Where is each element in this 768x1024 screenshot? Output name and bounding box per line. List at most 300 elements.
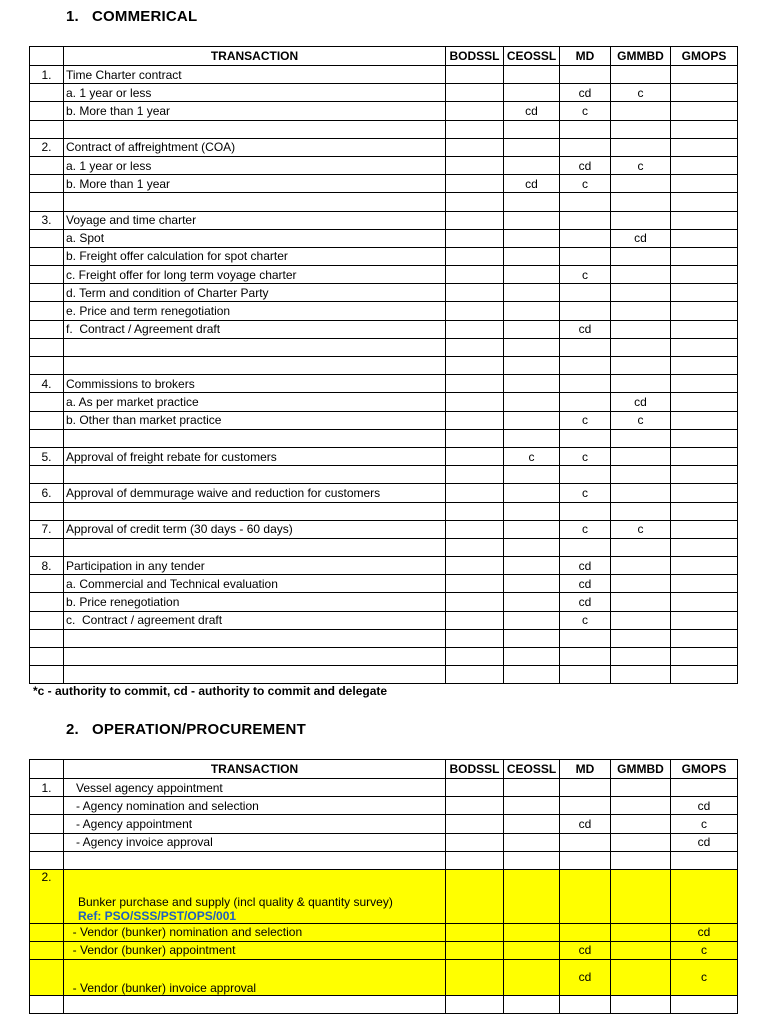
authority-cell (560, 502, 611, 520)
row-number (30, 393, 64, 411)
authority-cell (504, 193, 560, 211)
authority-cell (671, 338, 738, 356)
transaction-text (64, 648, 446, 666)
authority-cell (446, 869, 504, 923)
row-number (30, 833, 64, 851)
table-row-highlighted (30, 959, 738, 995)
authority-cell (611, 247, 671, 265)
table-row (30, 429, 738, 447)
table-row (30, 629, 738, 647)
table-row-highlighted (30, 869, 738, 923)
authority-cell (446, 779, 504, 797)
header-ceossl: CEOSSL (504, 760, 560, 779)
authority-cell (611, 538, 671, 556)
authority-cell (504, 502, 560, 520)
authority-cell (671, 429, 738, 447)
authority-cell (671, 357, 738, 375)
authority-cell (446, 502, 504, 520)
table-row (30, 815, 738, 833)
table-row (30, 393, 738, 411)
row-number (30, 84, 64, 102)
transaction-text: - Vendor (bunker) nomination and selection (64, 923, 446, 941)
authority-cell: cd (671, 797, 738, 815)
transaction-text (64, 629, 446, 647)
authority-cell (446, 120, 504, 138)
header-transaction: TRANSACTION (64, 47, 446, 66)
authority-cell (671, 120, 738, 138)
row-number (30, 229, 64, 247)
authority-cell (504, 66, 560, 84)
transaction-text (64, 120, 446, 138)
table-row (30, 175, 738, 193)
row-number (30, 338, 64, 356)
authority-cell (611, 959, 671, 995)
authority-cell (560, 193, 611, 211)
authority-cell (446, 923, 504, 941)
authority-cell (446, 229, 504, 247)
authority-cell (611, 338, 671, 356)
authority-cell (671, 393, 738, 411)
authority-cell (671, 593, 738, 611)
transaction-text: Approval of demmurage waive and reduction for customers (64, 484, 446, 502)
authority-cell: c (560, 102, 611, 120)
row-number: 1. (30, 779, 64, 797)
authority-cell (446, 447, 504, 465)
authority-cell (504, 851, 560, 869)
authority-cell (446, 484, 504, 502)
authority-cell (504, 629, 560, 647)
authority-cell: c (671, 941, 738, 959)
transaction-text: b. Freight offer calculation for spot charter (64, 247, 446, 265)
authority-cell: c (611, 411, 671, 429)
transaction-text (64, 502, 446, 520)
header-gmops: GMOPS (671, 47, 738, 66)
row-number: 6. (30, 484, 64, 502)
transaction-text (64, 851, 446, 869)
authority-cell (611, 869, 671, 923)
authority-cell (611, 833, 671, 851)
authority-cell (611, 611, 671, 629)
transaction-text: b. More than 1 year (64, 175, 446, 193)
authority-cell (504, 375, 560, 393)
authority-cell (671, 84, 738, 102)
authority-cell (504, 593, 560, 611)
authority-cell (504, 429, 560, 447)
table-header-row (30, 47, 738, 66)
authority-cell (446, 193, 504, 211)
authority-cell (611, 575, 671, 593)
transaction-text: d. Term and condition of Charter Party (64, 284, 446, 302)
transaction-text: f. Contract / Agreement draft (64, 320, 446, 338)
authority-cell (611, 648, 671, 666)
row-number (30, 120, 64, 138)
authority-cell (446, 175, 504, 193)
authority-cell (560, 66, 611, 84)
authority-cell (611, 102, 671, 120)
authority-cell (446, 557, 504, 575)
authority-cell (560, 629, 611, 647)
authority-cell (671, 411, 738, 429)
authority-cell (560, 120, 611, 138)
section-1-title (66, 8, 197, 25)
authority-cell (560, 466, 611, 484)
header-num (30, 760, 64, 779)
header-gmmbd: GMMBD (611, 47, 671, 66)
authority-cell (446, 648, 504, 666)
header-transaction: TRANSACTION (64, 760, 446, 779)
transaction-text: Voyage and time charter (64, 211, 446, 229)
table-row (30, 557, 738, 575)
authority-cell (560, 833, 611, 851)
authority-cell (560, 869, 611, 923)
authority-cell (611, 375, 671, 393)
table-row (30, 357, 738, 375)
authority-cell (611, 193, 671, 211)
authority-cell (671, 138, 738, 156)
authority-cell (611, 815, 671, 833)
table-row (30, 156, 738, 174)
authority-cell (671, 466, 738, 484)
footnote: *c - authority to commit, cd - authority to commit and delegate (33, 684, 388, 698)
section-1-title-text: COMMERICAL (92, 8, 198, 25)
transaction-text: b. Other than market practice (64, 411, 446, 429)
transaction-text: b. More than 1 year (64, 102, 446, 120)
authority-cell (671, 102, 738, 120)
row-number (30, 923, 64, 941)
authority-cell (611, 779, 671, 797)
header-ceossl: CEOSSL (504, 47, 560, 66)
authority-cell (671, 779, 738, 797)
authority-cell (560, 211, 611, 229)
transaction-text (64, 666, 446, 684)
transaction-text (64, 466, 446, 484)
row-number (30, 629, 64, 647)
authority-cell (504, 156, 560, 174)
authority-cell: c (611, 156, 671, 174)
authority-cell (611, 797, 671, 815)
authority-cell (504, 648, 560, 666)
authority-cell (611, 851, 671, 869)
row-number: 3. (30, 211, 64, 229)
table-row (30, 375, 738, 393)
authority-cell (446, 266, 504, 284)
authority-cell (504, 484, 560, 502)
authority-cell (671, 247, 738, 265)
table-row (30, 66, 738, 84)
table-row (30, 193, 738, 211)
authority-cell (560, 851, 611, 869)
authority-cell (446, 375, 504, 393)
authority-cell (504, 941, 560, 959)
authority-cell (560, 538, 611, 556)
transaction-text (64, 357, 446, 375)
transaction-text (64, 193, 446, 211)
authority-cell (611, 466, 671, 484)
transaction-text: Commissions to brokers (64, 375, 446, 393)
transaction-text: Approval of freight rebate for customers (64, 447, 446, 465)
authority-cell (611, 211, 671, 229)
authority-cell (560, 923, 611, 941)
row-number (30, 797, 64, 815)
authority-cell (504, 869, 560, 923)
authority-cell (504, 266, 560, 284)
empty-cell (671, 995, 738, 1013)
authority-cell (611, 357, 671, 375)
authority-cell (560, 357, 611, 375)
authority-cell (446, 302, 504, 320)
empty-cell (64, 995, 446, 1013)
authority-cell (446, 338, 504, 356)
transaction-text: - Vendor (bunker) invoice approval (64, 959, 446, 995)
authority-cell (504, 557, 560, 575)
authority-cell (671, 302, 738, 320)
authority-cell (611, 502, 671, 520)
authority-cell: c (611, 520, 671, 538)
authority-cell: cd (671, 833, 738, 851)
header-bodssl: BODSSL (446, 760, 504, 779)
authority-cell: cd (560, 593, 611, 611)
table-row (30, 447, 738, 465)
transaction-text (64, 538, 446, 556)
row-number (30, 102, 64, 120)
authority-cell (504, 959, 560, 995)
transaction-text: c. Contract / agreement draft (64, 611, 446, 629)
authority-cell: cd (560, 557, 611, 575)
authority-cell: c (671, 959, 738, 995)
reference-code: Ref: PSO/SSS/PST/OPS/001 (78, 908, 237, 923)
authority-cell: cd (560, 815, 611, 833)
transaction-text: a. Commercial and Technical evaluation (64, 575, 446, 593)
authority-cell: cd (560, 84, 611, 102)
authority-cell (446, 797, 504, 815)
authority-cell (504, 815, 560, 833)
authority-cell (560, 138, 611, 156)
table-row (30, 466, 738, 484)
authority-cell (446, 284, 504, 302)
authority-cell (611, 266, 671, 284)
section-2-title-text: OPERATION/PROCUREMENT (92, 721, 306, 738)
authority-cell: cd (560, 156, 611, 174)
authority-cell (560, 375, 611, 393)
authority-cell: c (560, 411, 611, 429)
row-number (30, 575, 64, 593)
authority-cell (504, 923, 560, 941)
authority-cell (446, 84, 504, 102)
table-row (30, 247, 738, 265)
authority-cell (560, 393, 611, 411)
authority-cell (446, 211, 504, 229)
table-row (30, 302, 738, 320)
table-row (30, 284, 738, 302)
authority-cell (671, 869, 738, 923)
authority-cell (671, 229, 738, 247)
row-number: 2. (30, 869, 64, 923)
authority-cell (504, 138, 560, 156)
authority-cell (671, 375, 738, 393)
operation-table (29, 759, 738, 1014)
authority-cell: c (560, 520, 611, 538)
authority-cell (611, 429, 671, 447)
authority-cell (504, 611, 560, 629)
table-row (30, 138, 738, 156)
header-num (30, 47, 64, 66)
section-1-number: 1. (66, 8, 79, 25)
authority-cell (504, 357, 560, 375)
authority-cell (504, 320, 560, 338)
authority-cell: cd (671, 923, 738, 941)
table-row (30, 648, 738, 666)
authority-cell (560, 247, 611, 265)
authority-cell: c (611, 84, 671, 102)
transaction-text: Vessel agency appointment (64, 779, 446, 797)
transaction-text (64, 429, 446, 447)
row-number (30, 156, 64, 174)
row-number (30, 320, 64, 338)
row-number: 8. (30, 557, 64, 575)
transaction-text: Contract of affreightment (COA) (64, 138, 446, 156)
authority-cell (671, 851, 738, 869)
authority-cell: cd (560, 959, 611, 995)
bunker-title: Bunker purchase and supply (incl quality & quantity survey) (78, 894, 393, 909)
empty-cell (560, 995, 611, 1013)
table-row (30, 593, 738, 611)
row-number (30, 247, 64, 265)
table-row (30, 611, 738, 629)
authority-cell (504, 338, 560, 356)
authority-cell: c (560, 447, 611, 465)
empty-cell (446, 995, 504, 1013)
section-2-number: 2. (66, 721, 79, 738)
table-row (30, 484, 738, 502)
table-row (30, 575, 738, 593)
authority-cell (504, 797, 560, 815)
empty-cell (504, 995, 560, 1013)
transaction-text: c. Freight offer for long term voyage charter (64, 266, 446, 284)
table-row (30, 851, 738, 869)
authority-cell: cd (560, 575, 611, 593)
header-md: MD (560, 47, 611, 66)
authority-cell: cd (504, 175, 560, 193)
table-row (30, 266, 738, 284)
authority-cell (446, 666, 504, 684)
header-gmmbd: GMMBD (611, 760, 671, 779)
authority-cell (446, 851, 504, 869)
table-row (30, 211, 738, 229)
authority-cell (504, 779, 560, 797)
authority-cell (446, 941, 504, 959)
table-row (30, 502, 738, 520)
row-number (30, 941, 64, 959)
authority-cell (671, 575, 738, 593)
authority-cell (611, 175, 671, 193)
table-row (30, 666, 738, 684)
empty-cell (30, 995, 64, 1013)
authority-cell (504, 538, 560, 556)
transaction-text: - Agency nomination and selection (64, 797, 446, 815)
authority-cell (611, 447, 671, 465)
authority-cell: c (560, 611, 611, 629)
authority-cell (611, 941, 671, 959)
row-number (30, 851, 64, 869)
authority-cell (611, 284, 671, 302)
authority-cell (671, 484, 738, 502)
table-row (30, 229, 738, 247)
authority-cell (560, 302, 611, 320)
authority-cell (446, 611, 504, 629)
authority-cell (611, 320, 671, 338)
transaction-text: a. 1 year or less (64, 84, 446, 102)
authority-cell (446, 102, 504, 120)
table-row (30, 779, 738, 797)
transaction-text: Time Charter contract (64, 66, 446, 84)
row-number (30, 357, 64, 375)
authority-cell (671, 266, 738, 284)
row-number (30, 175, 64, 193)
authority-cell (611, 484, 671, 502)
table-row (30, 833, 738, 851)
row-number (30, 538, 64, 556)
authority-cell (446, 429, 504, 447)
authority-cell (671, 648, 738, 666)
empty-cell (611, 995, 671, 1013)
row-number: 1. (30, 66, 64, 84)
authority-cell (504, 466, 560, 484)
authority-cell (504, 411, 560, 429)
authority-cell: cd (560, 941, 611, 959)
row-number (30, 193, 64, 211)
authority-cell (671, 320, 738, 338)
table-row (30, 538, 738, 556)
authority-cell (671, 666, 738, 684)
authority-cell (611, 629, 671, 647)
authority-cell (560, 648, 611, 666)
authority-cell (671, 502, 738, 520)
authority-cell (611, 923, 671, 941)
header-bodssl: BODSSL (446, 47, 504, 66)
header-gmops: GMOPS (671, 760, 738, 779)
transaction-text (64, 338, 446, 356)
transaction-text: - Vendor (bunker) appointment (64, 941, 446, 959)
row-number: 4. (30, 375, 64, 393)
authority-cell (560, 779, 611, 797)
authority-cell: c (671, 815, 738, 833)
authority-cell: c (560, 266, 611, 284)
transaction-text: Approval of credit term (30 days - 60 days) (64, 520, 446, 538)
authority-cell (504, 84, 560, 102)
authority-cell (446, 520, 504, 538)
authority-cell (671, 156, 738, 174)
authority-cell (671, 557, 738, 575)
authority-cell (560, 284, 611, 302)
authority-cell: c (504, 447, 560, 465)
authority-cell (611, 557, 671, 575)
authority-cell (446, 411, 504, 429)
row-number (30, 266, 64, 284)
authority-cell (560, 666, 611, 684)
authority-cell (504, 575, 560, 593)
row-number: 5. (30, 447, 64, 465)
authority-cell: c (560, 175, 611, 193)
authority-cell (504, 666, 560, 684)
table-row (30, 320, 738, 338)
authority-cell (671, 211, 738, 229)
transaction-text: - Agency appointment (64, 815, 446, 833)
authority-cell (504, 247, 560, 265)
table-row (30, 120, 738, 138)
authority-cell (446, 629, 504, 647)
table-row-highlighted (30, 941, 738, 959)
authority-cell (671, 629, 738, 647)
